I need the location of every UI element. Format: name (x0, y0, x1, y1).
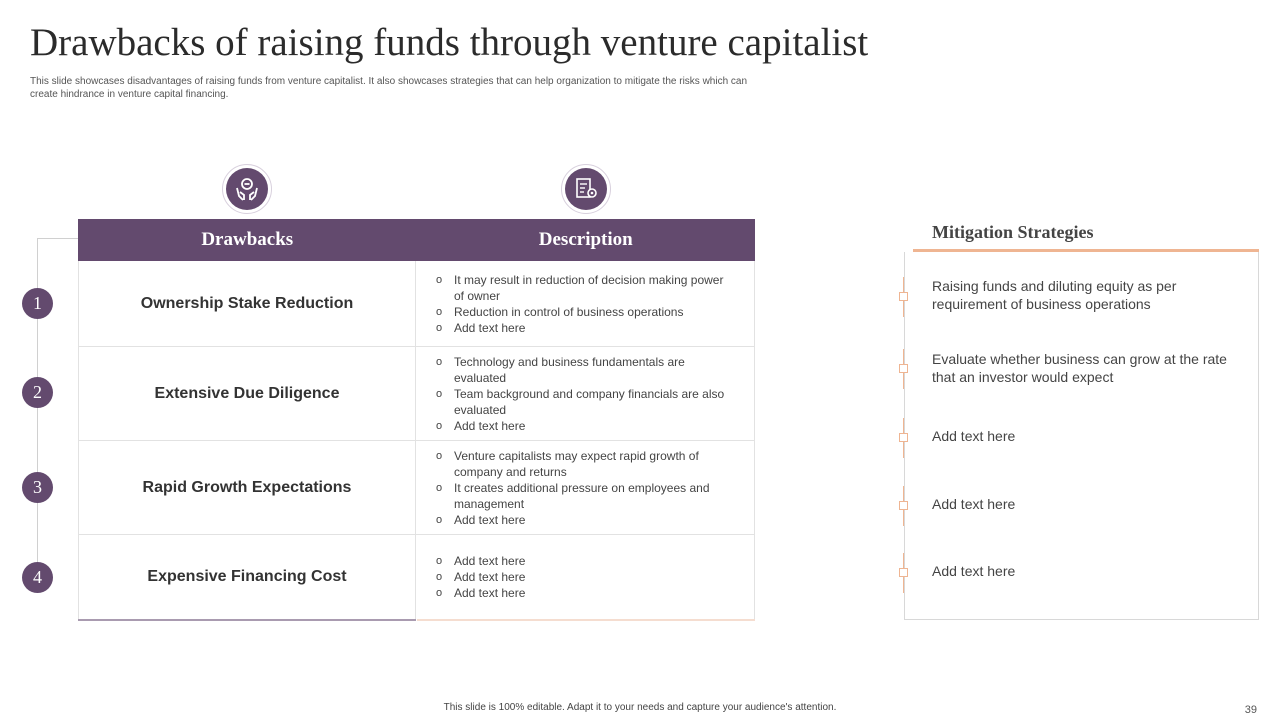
drawbacks-table (78, 219, 755, 619)
bullet-item: o Add text here (436, 418, 526, 433)
table-bottom-border-right (417, 619, 755, 621)
description-cell (416, 261, 755, 346)
mitigation-item: Raising funds and diluting equity as per requirement of business operations (932, 278, 1177, 312)
bullet-item: o Venture capitalists may expect rapid growth of company and returns (436, 448, 699, 479)
bullet-item: o Reduction in control of business operations (436, 304, 684, 319)
bullet-item: o Add text here (436, 554, 526, 568)
mitigation-marker (899, 364, 908, 373)
table-row (78, 535, 755, 619)
document-with-gear-icon (573, 176, 599, 202)
bullet-item: o It may result in reduction of decision making power of owner (436, 272, 724, 303)
row-number-badge: 1 (22, 288, 53, 319)
mitigation-item: Evaluate whether business can grow at the rate that an investor would expect (932, 351, 1227, 385)
header-description: Description (538, 229, 633, 250)
mitigation-title: Mitigation Strategies (932, 222, 1094, 242)
bullet-item: o Add text here (436, 586, 526, 600)
drawbacks-icon-badge (222, 164, 272, 214)
page-number: 39 (1244, 704, 1257, 716)
table-bottom-border-left (78, 619, 416, 621)
mitigation-marker (899, 292, 908, 301)
mitigation-marker (899, 568, 908, 577)
slide-subtitle: This slide showcases disadvantages of raising funds from venture capitalist. It also showcases strategies that can help organization to mitigate the risks which can create hindrance in venture capital financing. (30, 76, 748, 100)
bullet-item: o Technology and business fundamentals are evaluated (436, 354, 685, 385)
bullet-item: o Add text here (436, 512, 526, 527)
drawback-cell: Rapid Growth Expectations (78, 441, 416, 534)
timeline-connector (37, 238, 78, 239)
mitigation-item: Add text here (932, 428, 1016, 444)
description-cell (416, 347, 755, 440)
table-row (78, 347, 755, 441)
mitigation-item: Add text here (932, 563, 1016, 579)
description-cell (416, 441, 755, 534)
drawback-cell: Extensive Due Diligence (78, 347, 416, 440)
bullet-item: o Add text here (436, 570, 526, 584)
slide-title: Drawbacks of raising funds through venture capitalist (30, 21, 869, 64)
row-number-badge: 4 (22, 562, 53, 593)
table-row (78, 261, 755, 347)
row-number-badge: 2 (22, 377, 53, 408)
drawback-cell: Expensive Financing Cost (78, 535, 416, 619)
hands-with-minus-icon (234, 176, 260, 202)
mitigation-item: Add text here (932, 496, 1016, 512)
mitigation-marker (899, 501, 908, 510)
bullet-item: o Add text here (436, 320, 526, 335)
description-cell (416, 535, 755, 619)
bullet-item: o It creates additional pressure on employees and management (436, 480, 710, 511)
drawback-cell: Ownership Stake Reduction (78, 261, 416, 346)
table-header (78, 219, 755, 261)
bullet-item: o Team background and company financials are also evaluated (436, 386, 725, 417)
table-row (78, 441, 755, 535)
header-drawbacks: Drawbacks (201, 229, 294, 250)
mitigation-marker (899, 433, 908, 442)
description-icon-badge (561, 164, 611, 214)
footer-note: This slide is 100% editable. Adapt it to your needs and capture your audience's attention. (443, 702, 837, 713)
row-number-badge: 3 (22, 472, 53, 503)
